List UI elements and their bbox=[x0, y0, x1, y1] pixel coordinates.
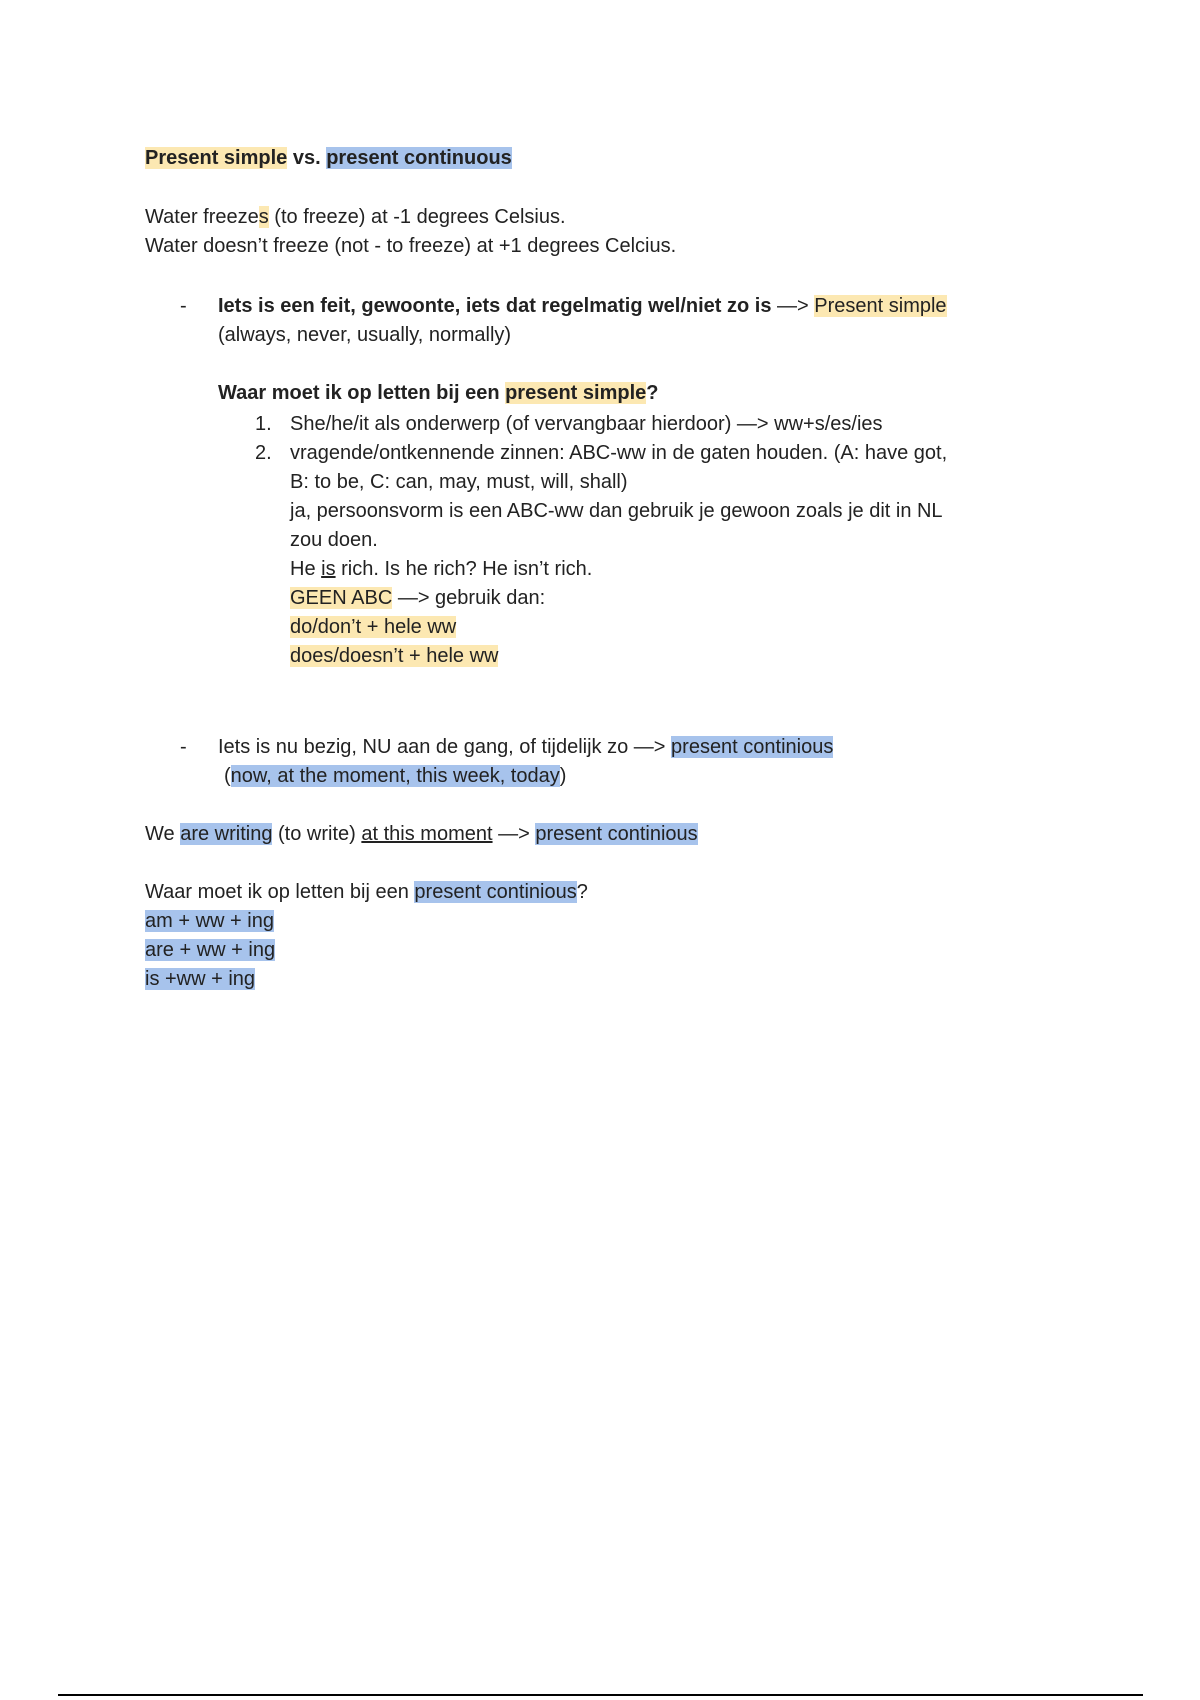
form-are-line bbox=[145, 936, 1105, 965]
example-we: We bbox=[145, 823, 181, 845]
example-infinitive: (to write) bbox=[272, 823, 362, 845]
continuous-signal-list: now, at the moment, this week, today bbox=[230, 765, 560, 787]
does-doesnt-rule: does/doesn’t + hele ww bbox=[290, 645, 499, 667]
example-1-suffix: s bbox=[258, 206, 269, 228]
example-1-rest: (to freeze) at -1 degrees Celsius. bbox=[268, 206, 566, 228]
continuous-question-text: Waar moet ik op letten bij een bbox=[145, 881, 415, 903]
geen-abc-line bbox=[290, 584, 545, 613]
example-rest: rich. Is he rich? He isn’t rich. bbox=[335, 558, 593, 580]
geen-abc-tag: GEEN ABC bbox=[290, 587, 393, 609]
simple-rule-tag: Present simple bbox=[814, 295, 947, 317]
do-dont-line bbox=[290, 613, 456, 642]
simple-rule-text: Iets is een feit, gewoonte, iets dat regelmatig wel/niet zo is bbox=[218, 295, 772, 317]
example-verb: are writing bbox=[180, 823, 273, 845]
example-line-2: Water doesn’t freeze (not - to freeze) at +1 degrees Celcius. bbox=[145, 235, 677, 257]
form-are: are + ww + ing bbox=[145, 939, 276, 961]
list-number-2: 2. bbox=[255, 442, 272, 464]
form-is-line bbox=[145, 965, 1105, 994]
list-number-1: 1. bbox=[255, 413, 272, 435]
page-title bbox=[145, 144, 1105, 173]
continuous-signal-words bbox=[224, 762, 566, 791]
continuous-rule-tag: present continious bbox=[671, 736, 834, 758]
title-present-continuous: present continuous bbox=[326, 147, 512, 169]
form-is: is +ww + ing bbox=[145, 968, 256, 990]
bottom-divider bbox=[58, 1694, 1143, 1696]
paren-open: ( bbox=[224, 765, 231, 787]
bullet-dash: - bbox=[180, 295, 187, 317]
example-tag: present continious bbox=[535, 823, 698, 845]
list-item-2-line-2: B: to be, C: can, may, must, will, shall) bbox=[290, 471, 628, 493]
example-1-text: Water freeze bbox=[145, 206, 259, 228]
list-item-1: She/he/it als onderwerp (of vervangbaar hierdoor) —> ww+s/es/ies bbox=[290, 413, 883, 435]
simple-rule bbox=[218, 292, 947, 321]
simple-question-tag: present simple bbox=[505, 382, 647, 404]
example-line-1 bbox=[145, 203, 1105, 232]
example-time-underlined: at this moment bbox=[361, 823, 493, 845]
arrow-2: —> bbox=[492, 823, 536, 845]
title-present-simple: Present simple bbox=[145, 147, 288, 169]
example-he-is-rich bbox=[290, 555, 592, 584]
simple-question-heading bbox=[218, 379, 658, 408]
list-item-2-line-3: ja, persoonsvorm is een ABC-ww dan gebruik je gewoon zoals je dit in NL bbox=[290, 500, 943, 522]
title-vs: vs. bbox=[287, 147, 327, 169]
form-am-line bbox=[145, 907, 1105, 936]
example-is-underlined: is bbox=[321, 558, 336, 580]
simple-question-text: Waar moet ik op letten bij een bbox=[218, 382, 506, 404]
list-item-2-line-1: vragende/ontkennende zinnen: ABC-ww in de gaten houden. (A: have got, bbox=[290, 442, 948, 464]
form-am: am + ww + ing bbox=[145, 910, 274, 932]
paren-close: ) bbox=[559, 765, 567, 787]
example-he: He bbox=[290, 558, 322, 580]
continuous-example bbox=[145, 820, 1105, 849]
continuous-rule-text: Iets is nu bezig, NU aan de gang, of tijdelijk zo —> bbox=[218, 736, 672, 758]
continuous-question-tag: present continious bbox=[414, 881, 577, 903]
arrow: —> bbox=[771, 295, 815, 317]
continuous-rule bbox=[218, 733, 833, 762]
list-item-2-line-4: zou doen. bbox=[290, 529, 378, 551]
do-dont-rule: do/don’t + hele ww bbox=[290, 616, 457, 638]
simple-question-mark: ? bbox=[646, 382, 659, 404]
continuous-question-heading bbox=[145, 878, 1105, 907]
geen-abc-rest: —> gebruik dan: bbox=[392, 587, 546, 609]
continuous-question-mark: ? bbox=[576, 881, 588, 903]
does-doesnt-line bbox=[290, 642, 498, 671]
bullet-dash-2: - bbox=[180, 736, 187, 758]
simple-signal-words: (always, never, usually, normally) bbox=[218, 324, 512, 346]
